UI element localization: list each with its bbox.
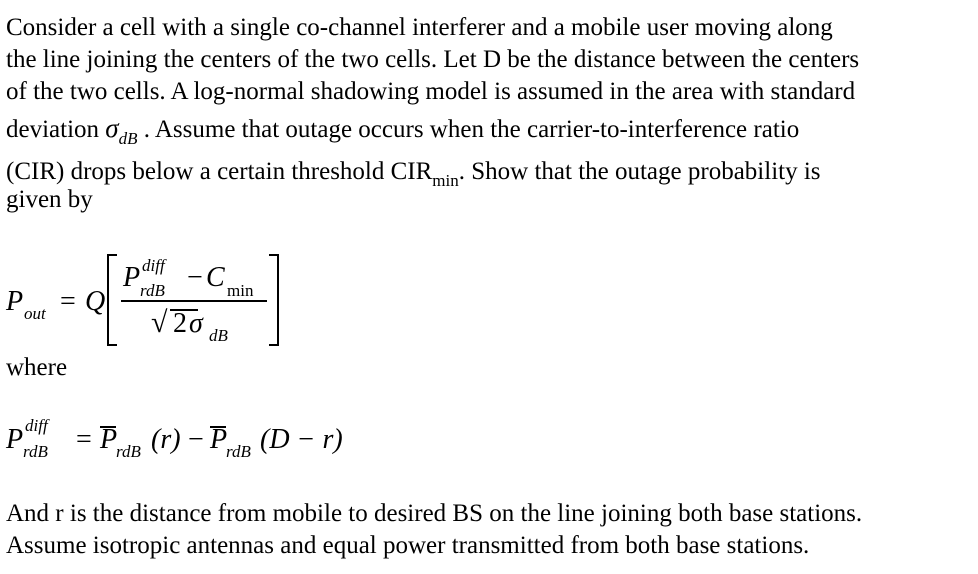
closing-statement: [6, 498, 862, 562]
line4-post: . Assume that outage occurs when the carrier-to-interference ratio: [137, 116, 800, 143]
outage-probability-equation: [6, 250, 306, 350]
problem-line-4: [6, 112, 859, 148]
eq2-lhs-sup: diff: [25, 416, 48, 435]
problem-line-3: of the two cells. A log-normal shadowing model is assumed in the area with standard: [6, 78, 856, 105]
eq2-t2-var: P: [210, 424, 228, 455]
eq2-t1-sub: rdB: [116, 442, 141, 461]
eq1-den-sqrt: √: [151, 306, 168, 339]
eq1-right-bracket: [269, 254, 279, 346]
eq1-den-sub: dB: [209, 326, 228, 345]
problem-line-1: Consider a cell with a single co-channel interferer and a mobile user moving along: [6, 14, 833, 41]
eq2-t1-var: P: [100, 424, 118, 455]
eq1-num-var: P: [123, 262, 141, 293]
eq1-num-c-sub: min: [227, 281, 254, 300]
eq1-num-c: C: [206, 262, 225, 293]
eq1-equals: =: [60, 286, 76, 317]
problem-statement: [6, 12, 859, 216]
eq2-minus: −: [188, 424, 204, 455]
cir-min-subscript: min: [432, 171, 459, 190]
eq1-num-sub: rdB: [140, 281, 165, 300]
eq1-fraction-bar: [121, 300, 267, 302]
eq1-den-sigma: σ: [189, 308, 203, 339]
eq2-lhs-sub: rdB: [23, 442, 48, 461]
problem-line-5: [6, 156, 859, 190]
line5-post: . Show that the outage probability is: [458, 158, 821, 185]
eq2-t2-sub: rdB: [226, 442, 251, 461]
eq2-t2-arg: (D − r): [260, 424, 343, 455]
eq1-q-func: Q: [85, 286, 106, 317]
closing-line-2: Assume isotropic antennas and equal power transmitted from both base stations.: [6, 532, 810, 559]
eq2-lhs-var: P: [6, 424, 24, 455]
problem-line-6: given by: [6, 186, 93, 213]
eq2-t1-arg: (r): [151, 424, 181, 455]
line5-pre: (CIR) drops below a certain threshold CIR: [6, 158, 433, 185]
closing-line-1: And r is the distance from mobile to desired BS on the line joining both base stations.: [6, 500, 863, 527]
problem-line-2: the line joining the centers of the two cells. Let D be the distance between the centers: [6, 46, 860, 73]
eq2-equals: =: [76, 424, 92, 455]
eq1-den-two: 2: [173, 308, 187, 339]
eq1-num-sup: diff: [142, 256, 165, 275]
eq1-num-minus: −: [187, 262, 203, 293]
eq1-lhs-var: P: [6, 286, 24, 317]
p-diff-equation: [6, 410, 426, 470]
sigma-symbol: σ: [105, 113, 119, 143]
eq1-left-bracket: [107, 254, 117, 346]
eq1-lhs-sub: out: [24, 304, 46, 323]
sigma-subscript: dB: [118, 129, 138, 148]
where-label: where: [6, 354, 68, 381]
line4-pre: deviation: [6, 116, 106, 143]
